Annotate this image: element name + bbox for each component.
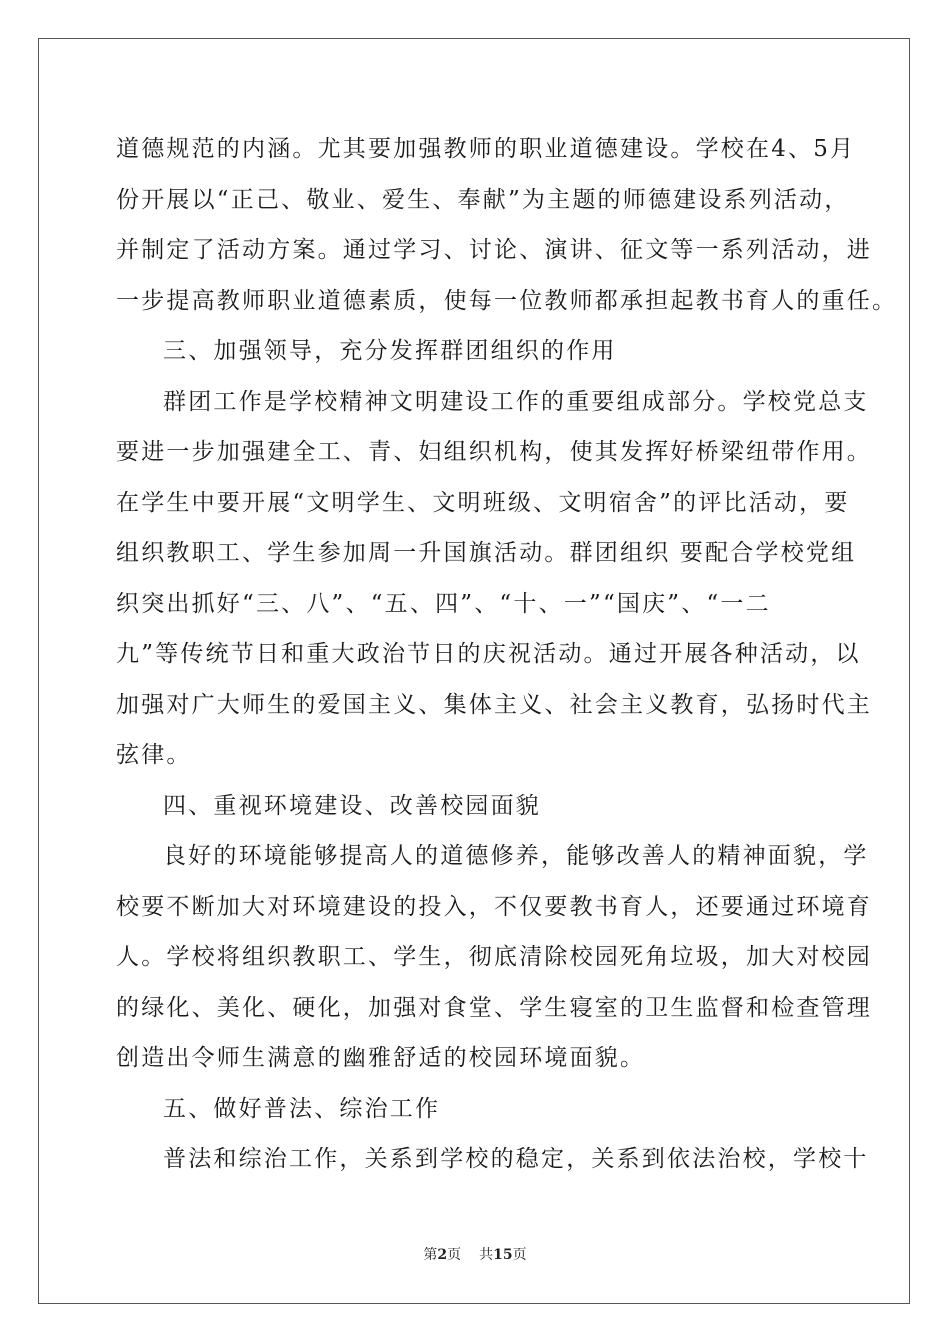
body-line-18: 的绿化、美化、硬化，加强对食堂、学生寝室的卫生监督和检查管理 [116, 994, 872, 1021]
body-line-15: 良好的环境能够提高人的道德修养，能够改善人的精神面貌，学 [163, 843, 869, 869]
section-heading-5: 五、做好普法、综治工作 [163, 1095, 441, 1122]
body-line-12: 加强对广大师生的爱国主义、集体主义、社会主义教育，弘扬时代主 [116, 691, 872, 718]
total-suffix: 页 [512, 1247, 527, 1263]
page-prefix: 第 [423, 1247, 438, 1263]
body-line-4: 一步提高教师职业道德素质，使每一位教师都承担起教书育人的重任。 [116, 287, 898, 314]
body-line-11: 九”等传统节日和重大政治节日的庆祝活动。通过开展各种活动，以 [116, 641, 861, 667]
page-footer [0, 1244, 950, 1264]
total-prefix: 共 [479, 1247, 494, 1263]
section-heading-3: 三、加强领导，充分发挥群团组织的作用 [163, 338, 617, 364]
body-line-21: 普法和综治工作，关系到学校的稳定，关系到依法治校，学校十 [163, 1146, 869, 1172]
body-line-8: 在学生中要开展“文明学生、文明班级、文明宿舍”的评比活动，要 [116, 489, 850, 516]
body-line-7: 要进一步加强建全工、青、妇组织机构，使其发挥好桥梁纽带作用。 [116, 439, 872, 465]
body-line-1: 道德规范的内涵。尤其要加强教师的职业道德建设。学校在4、5月 [116, 136, 856, 162]
document-body [116, 124, 898, 1185]
body-line-9: 组织教职工、学生参加周一升国旗活动。群团组织 要配合学校党组 [116, 540, 857, 566]
page-number: 2 [437, 1247, 448, 1263]
page-suffix: 页 [447, 1247, 462, 1263]
body-line-2: 份开展以“正己、敬业、爱生、奉献”为主题的师德建设系列活动， [116, 186, 850, 213]
body-line-13: 弦律。 [116, 742, 192, 768]
body-line-19: 创造出令师生满意的幽雅舒适的校园环境面貌。 [116, 1045, 646, 1071]
body-line-17: 人。学校将组织教职工、学生，彻底清除校园死角垃圾，加大对校园 [116, 944, 872, 970]
body-line-10: 织突出抓好“三、八”、“五、四”、“十、一”“国庆”、“一二 [116, 590, 771, 617]
total-pages: 15 [493, 1247, 513, 1263]
body-line-3: 并制定了活动方案。通过学习、讨论、演讲、征文等一系列活动，进 [116, 237, 872, 263]
section-heading-4: 四、重视环境建设、改善校园面貌 [163, 792, 541, 819]
body-line-16: 校要不断加大对环境建设的投入，不仅要教书育人，还要通过环境育 [116, 893, 872, 920]
body-line-6: 群团工作是学校精神文明建设工作的重要组成部分。学校党总支 [163, 388, 869, 415]
